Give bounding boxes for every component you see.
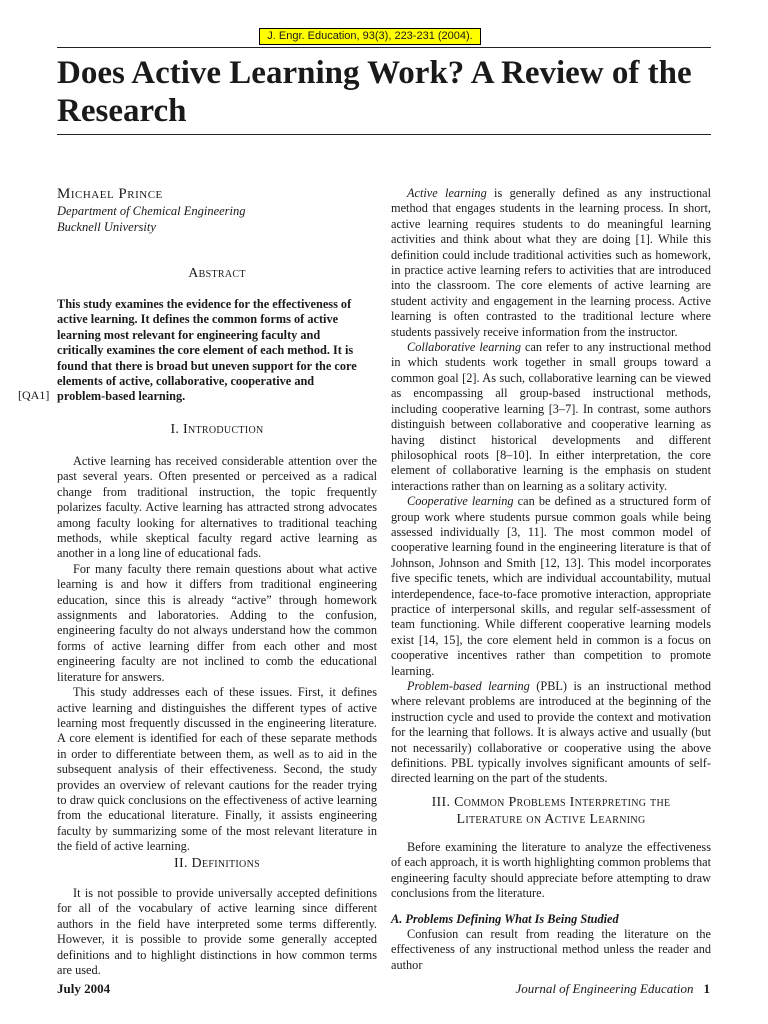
section3-heading-line2: Literature on Active Learning — [456, 812, 646, 827]
intro-paragraph: For many faculty there remain questions about what active learning is and how it differs from traditional engineering education, since this is already “active” through homework assignments and laboratories. Adding to the confusion, engineering faculty do not always understand how the common forms of active learning differ from each other and most engineering faculty are not inclined to comb the educational literature for answers. — [57, 561, 377, 684]
title-bottom-rule — [57, 134, 711, 135]
definition-collaborative-learning — [391, 340, 711, 494]
section3-body — [391, 840, 711, 973]
author-department: Department of Chemical Engineering — [57, 204, 246, 218]
term: Collaborative learning — [407, 340, 521, 355]
section3-heading — [391, 794, 711, 828]
author-name: Michael Prince — [57, 186, 163, 202]
definitions-heading: II. Definitions — [174, 856, 260, 871]
abstract-heading: Abstract — [188, 266, 246, 281]
definition-text: can refer to any instructional method in which students work together in small groups toward a common goal [2]. As such, collaborative learning can be viewed as encompassing all group-based instructional methods, including cooperative learning [3–7]. In contrast, some authors distinguish between collaborative and cooperative learning as having distinct historical developments and different philosophical roots [8–10]. In either interpretation, the core element of collaborative learning is the emphasis on student interactions rather than on learning as a solitary activity. — [391, 340, 711, 493]
subsection-paragraph: Confusion can result from reading the literature on the effectiveness of any instructional method unless the reader and author — [391, 927, 711, 972]
definition-text: is generally defined as any instructional method that engages students in the learning process. In short, active learning requires students to do meaningful learning activities and think about what they are doing [1]. While this definition could include traditional activities such as homework, in practice active learning refers to activities that are introduced into the classroom. The core elements of active learning are student activity and engagement in the learning process. Active learning is often contrasted to the traditional lecture where students passively receive information from the instructor. — [391, 186, 711, 339]
definition-active-learning — [391, 186, 711, 340]
intro-paragraph: Active learning has received considerable attention over the past several years. Often presented or perceived as a radical change from traditional instruction, the topic frequently polarizes faculty. Active learning has attracted strong advocates among faculty looking for alternatives to traditional teaching methods, while skeptical faculty regard active learning as another in a long line of educational fads. — [57, 454, 377, 561]
definition-cooperative-learning — [391, 494, 711, 679]
definition-problem-based-learning — [391, 679, 711, 787]
intro-paragraph: This study addresses each of these issues. First, it defines active learning and distinguishes the different types of active learning most frequently discussed in the engineering literature. A core element is identified for each of these separate methods in order to differentiate between them, as well as to aid in the subsequent analysis of their effectiveness. Second, the study provides an overview of relevant cautions for the reader trying to draw quick conclusions on the effectiveness of active learning from the educational literature. Finally, it assists engineering faculty by summarizing some of the most relevant literature in the field of active learning. — [57, 685, 377, 854]
abstract-text: This study examines the evidence for the effectiveness of active learning. It defines the common forms of active learning most relevant for engineering faculty and critically examines the core element of each method. It is found that there is broad but uneven support for the core elements of active, collaborative, cooperative and problem-based learning. — [57, 297, 357, 404]
paper-title: Does Active Learning Work? A Review of the Research — [57, 55, 692, 129]
term: Cooperative learning — [407, 494, 514, 509]
author-block — [57, 186, 357, 235]
top-rule — [57, 47, 711, 48]
introduction-body — [57, 454, 377, 855]
term: Active learning — [407, 186, 487, 200]
author-university: Bucknell University — [57, 220, 156, 234]
definition-text: can be defined as a structured form of group work where students pursue common goals while being assessed individually [3, 11]. The most common model of cooperative learning found in the engineering literature is that of Johnson, Johnson and Smith [12, 13]. This model incorporates five specific tenets, which are individual accountability, mutual interdependence, face-to-face promotive interaction, appropriate practice of interpersonal skills, and regular self-assessment of team functioning. While different cooperative learning models exist [14, 15], the core element held in common is a focus on cooperative incentives rather than competition to promote learning. — [391, 494, 711, 678]
introduction-heading: I. Introduction — [170, 422, 264, 437]
footer-date: July 2004 — [57, 981, 111, 996]
term: Problem-based learning — [407, 679, 530, 693]
definitions-list — [391, 186, 711, 787]
page-number: 1 — [703, 981, 710, 996]
journal-name: Journal of Engineering Education — [515, 981, 694, 996]
definitions-body — [57, 886, 377, 978]
qa-marker: [QA1] — [18, 388, 50, 402]
section3-heading-line1: III. Common Problems Interpreting the — [431, 795, 671, 810]
definitions-paragraph: It is not possible to provide universally accepted definitions for all of the vocabulary of active learning since different authors in the field have interpreted some terms differently. However, it is possible to provide some generally accepted definitions and to highlight distinctions in how common terms are used. — [57, 886, 377, 978]
footer-journal — [515, 981, 710, 997]
subsection-heading: A. Problems Defining What Is Being Studied — [391, 911, 619, 926]
citation-box: J. Engr. Education, 93(3), 223-231 (2004). — [259, 28, 481, 45]
definition-text: (PBL) is an instructional method where relevant problems are introduced at the beginning of the instruction cycle and used to provide the context and motivation for the learning that follows. It is always active and usually (but not necessarily) collaborative or cooperative using the above definitions. PBL typically involves significant amounts of self-directed learning on the part of the students. — [391, 679, 712, 786]
section3-paragraph: Before examining the literature to analyze the effectiveness of each approach, it is worth highlighting common problems that engineering faculty should appreciate before attempting to draw conclusions from the literature. — [391, 840, 711, 901]
